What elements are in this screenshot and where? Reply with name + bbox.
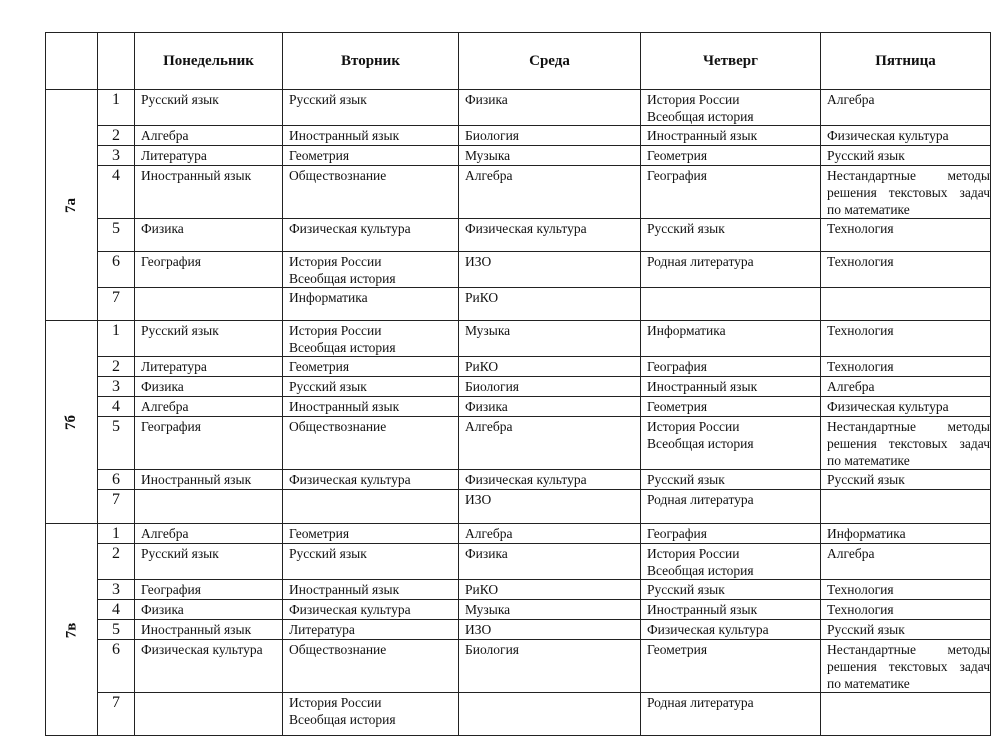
subject-cell: Геометрия	[641, 397, 821, 417]
subject-cell: Русский язык	[283, 377, 459, 397]
subject-cell: Русский язык	[821, 470, 991, 490]
lesson-row	[46, 580, 991, 600]
subject-cell	[283, 490, 459, 524]
subject-cell: Информатика	[283, 288, 459, 321]
lesson-number: 4	[98, 397, 135, 417]
lesson-row	[46, 524, 991, 544]
subject-cell: Литература	[135, 146, 283, 166]
subject-cell: История России Всеобщая история	[283, 252, 459, 288]
subject-cell: Физическая культура	[283, 219, 459, 252]
subject-cell: Физическая культура	[821, 397, 991, 417]
subject-cell: Иностранный язык	[641, 377, 821, 397]
subject-cell: Алгебра	[135, 524, 283, 544]
subject-cell: Технология	[821, 252, 991, 288]
subject-cell: Алгебра	[821, 544, 991, 580]
lesson-row	[46, 490, 991, 524]
lesson-row	[46, 321, 991, 357]
subject-cell: Биология	[459, 377, 641, 397]
corner-cell	[46, 33, 98, 90]
subject-cell: Обществознание	[283, 417, 459, 470]
subject-cell: Иностранный язык	[641, 126, 821, 146]
day-header: Вторник	[283, 33, 459, 90]
lesson-number: 6	[98, 252, 135, 288]
subject-cell: Геометрия	[283, 357, 459, 377]
subject-cell: Музыка	[459, 600, 641, 620]
subject-cell: Информатика	[641, 321, 821, 357]
subject-cell: Русский язык	[641, 580, 821, 600]
subject-cell: Технология	[821, 600, 991, 620]
subject-cell: Физическая культура	[641, 620, 821, 640]
day-header: Пятница	[821, 33, 991, 90]
lesson-number: 6	[98, 470, 135, 490]
lesson-row	[46, 357, 991, 377]
number-header-cell	[98, 33, 135, 90]
lesson-row	[46, 600, 991, 620]
lesson-row	[46, 219, 991, 252]
class-label: 7а	[63, 198, 79, 213]
subject-cell: Алгебра	[135, 126, 283, 146]
subject-cell: Физика	[459, 397, 641, 417]
subject-cell: Родная литература	[641, 490, 821, 524]
subject-cell: История России Всеобщая история	[641, 90, 821, 126]
subject-cell: Обществознание	[283, 166, 459, 219]
subject-cell: Физика	[135, 219, 283, 252]
subject-cell	[135, 693, 283, 736]
subject-cell	[459, 693, 641, 736]
lesson-number: 3	[98, 146, 135, 166]
subject-cell: Иностранный язык	[135, 470, 283, 490]
subject-cell: География	[135, 417, 283, 470]
lesson-row	[46, 288, 991, 321]
lesson-row	[46, 620, 991, 640]
day-header: Среда	[459, 33, 641, 90]
lesson-number: 6	[98, 640, 135, 693]
lesson-row	[46, 166, 991, 219]
subject-cell: Геометрия	[283, 146, 459, 166]
subject-cell: География	[641, 166, 821, 219]
subject-cell: Иностранный язык	[283, 397, 459, 417]
subject-cell: Иностранный язык	[135, 620, 283, 640]
subject-cell: РиКО	[459, 357, 641, 377]
subject-cell: Физическая культура	[459, 219, 641, 252]
subject-cell: Физическая культура	[135, 640, 283, 693]
subject-cell: Нестандартные методы решения текстовых задач по математике	[821, 417, 991, 470]
subject-cell: Технология	[821, 357, 991, 377]
subject-cell: Нестандартные методы решения текстовых задач по математике	[821, 640, 991, 693]
subject-cell: Физика	[459, 544, 641, 580]
lesson-number: 1	[98, 321, 135, 357]
subject-cell: Физика	[459, 90, 641, 126]
subject-cell: Русский язык	[135, 321, 283, 357]
subject-cell: Литература	[283, 620, 459, 640]
lesson-row	[46, 146, 991, 166]
lesson-number: 4	[98, 600, 135, 620]
subject-cell: Литература	[135, 357, 283, 377]
subject-cell: География	[641, 524, 821, 544]
lesson-row	[46, 693, 991, 736]
lesson-number: 3	[98, 377, 135, 397]
subject-cell: Технология	[821, 580, 991, 600]
subject-cell: Музыка	[459, 321, 641, 357]
subject-cell: Музыка	[459, 146, 641, 166]
subject-cell: Родная литература	[641, 252, 821, 288]
subject-cell: РиКО	[459, 580, 641, 600]
schedule-table	[45, 32, 991, 736]
subject-cell: ИЗО	[459, 490, 641, 524]
subject-cell: Алгебра	[459, 524, 641, 544]
subject-cell: Физическая культура	[821, 126, 991, 146]
subject-cell: Русский язык	[135, 90, 283, 126]
subject-cell	[821, 288, 991, 321]
lesson-number: 7	[98, 490, 135, 524]
subject-cell: Физическая культура	[283, 600, 459, 620]
subject-cell	[641, 288, 821, 321]
subject-cell: Алгебра	[821, 90, 991, 126]
subject-cell: Русский язык	[135, 544, 283, 580]
subject-cell: Нестандартные методы решения текстовых задач по математике	[821, 166, 991, 219]
class-cell	[46, 90, 98, 321]
lesson-number: 3	[98, 580, 135, 600]
subject-cell: География	[135, 252, 283, 288]
subject-cell: Алгебра	[821, 377, 991, 397]
subject-cell: Родная литература	[641, 693, 821, 736]
lesson-row	[46, 397, 991, 417]
subject-cell: Физика	[135, 600, 283, 620]
subject-cell: География	[135, 580, 283, 600]
subject-cell: ИЗО	[459, 252, 641, 288]
subject-cell: Геометрия	[283, 524, 459, 544]
lesson-number: 7	[98, 693, 135, 736]
subject-cell	[135, 490, 283, 524]
subject-cell: Иностранный язык	[283, 580, 459, 600]
day-header: Четверг	[641, 33, 821, 90]
subject-cell: Русский язык	[641, 470, 821, 490]
lesson-number: 2	[98, 357, 135, 377]
lesson-row	[46, 544, 991, 580]
subject-cell: Русский язык	[641, 219, 821, 252]
subject-cell: Технология	[821, 321, 991, 357]
subject-cell	[821, 490, 991, 524]
subject-cell: ИЗО	[459, 620, 641, 640]
subject-cell: Технология	[821, 219, 991, 252]
class-cell	[46, 321, 98, 524]
lesson-number: 4	[98, 166, 135, 219]
lesson-row	[46, 377, 991, 397]
subject-cell: Иностранный язык	[283, 126, 459, 146]
lesson-row	[46, 417, 991, 470]
subject-cell	[821, 693, 991, 736]
subject-cell: Алгебра	[459, 417, 641, 470]
subject-cell: Физика	[135, 377, 283, 397]
lesson-row	[46, 90, 991, 126]
subject-cell: Алгебра	[459, 166, 641, 219]
lesson-row	[46, 470, 991, 490]
lesson-number: 1	[98, 524, 135, 544]
subject-cell: Геометрия	[641, 146, 821, 166]
lesson-row	[46, 640, 991, 693]
class-cell	[46, 524, 98, 736]
lesson-row	[46, 126, 991, 146]
header-row	[46, 33, 991, 90]
lesson-number: 5	[98, 620, 135, 640]
class-label: 7б	[63, 415, 79, 430]
subject-cell: Иностранный язык	[641, 600, 821, 620]
subject-cell: Геометрия	[641, 640, 821, 693]
lesson-number: 5	[98, 417, 135, 470]
subject-cell: РиКО	[459, 288, 641, 321]
subject-cell: История России Всеобщая история	[283, 693, 459, 736]
subject-cell: Обществознание	[283, 640, 459, 693]
lesson-number: 5	[98, 219, 135, 252]
subject-cell: Биология	[459, 126, 641, 146]
subject-cell: Физическая культура	[283, 470, 459, 490]
subject-cell: Русский язык	[283, 90, 459, 126]
subject-cell: Русский язык	[283, 544, 459, 580]
lesson-number: 1	[98, 90, 135, 126]
subject-cell: Информатика	[821, 524, 991, 544]
subject-cell: География	[641, 357, 821, 377]
subject-cell: Русский язык	[821, 620, 991, 640]
lesson-number: 7	[98, 288, 135, 321]
subject-cell	[135, 288, 283, 321]
lesson-row	[46, 252, 991, 288]
subject-cell: Иностранный язык	[135, 166, 283, 219]
subject-cell: История России Всеобщая история	[641, 417, 821, 470]
subject-cell: Биология	[459, 640, 641, 693]
lesson-number: 2	[98, 126, 135, 146]
subject-cell: Физическая культура	[459, 470, 641, 490]
subject-cell: История России Всеобщая история	[641, 544, 821, 580]
day-header: Понедельник	[135, 33, 283, 90]
subject-cell: История России Всеобщая история	[283, 321, 459, 357]
lesson-number: 2	[98, 544, 135, 580]
class-label: 7в	[62, 622, 79, 638]
subject-cell: Алгебра	[135, 397, 283, 417]
subject-cell: Русский язык	[821, 146, 991, 166]
